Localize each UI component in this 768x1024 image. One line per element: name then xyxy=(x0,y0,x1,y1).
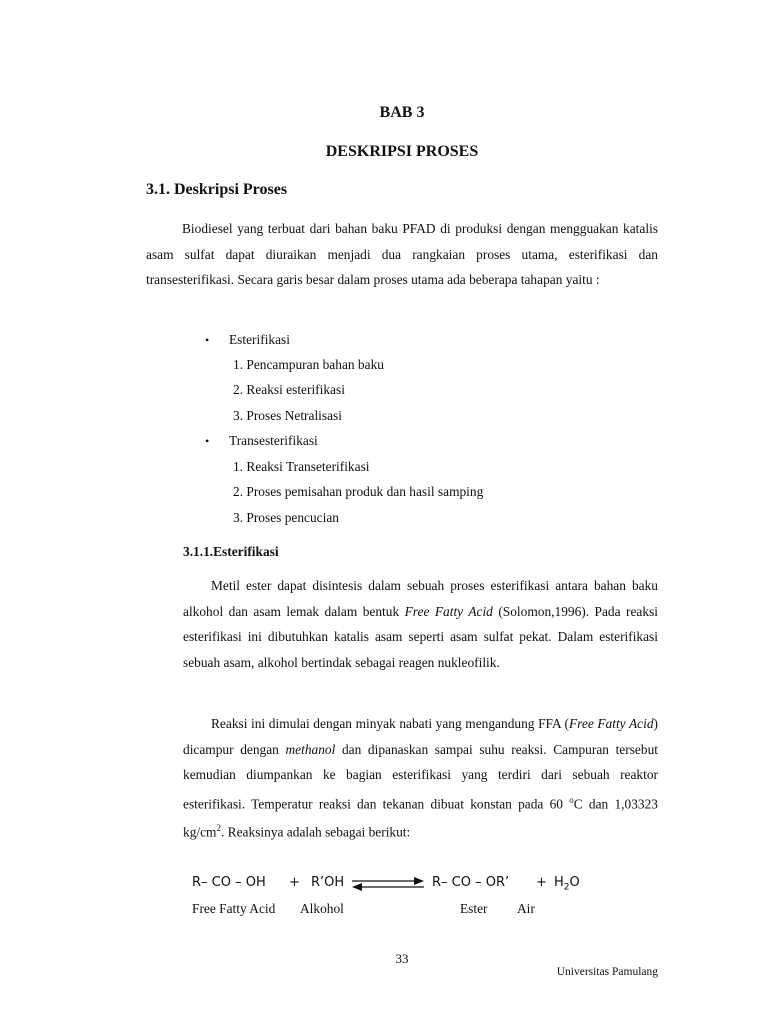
list-subitem: 3. Proses Netralisasi xyxy=(233,408,342,423)
product-ester: R– CO – OR’ xyxy=(432,875,510,890)
plus-sign: + xyxy=(536,875,547,890)
label-free-fatty-acid: Free Fatty Acid xyxy=(192,901,276,916)
list-subitem: 1. Reaksi Transeterifikasi xyxy=(233,459,370,474)
list-item-label: Transesterifikasi xyxy=(229,433,318,448)
reactant-ffa: R– CO – OH xyxy=(192,875,266,890)
product-water: $H_2O$ xyxy=(554,875,580,893)
label-ester: Ester xyxy=(460,901,488,916)
list-item-label: Esterifikasi xyxy=(229,332,290,347)
intro-paragraph: Biodiesel yang terbuat dari bahan baku PFAD di produksi dengan mengguakan katalis asam sulfat dapat diuraikan menjadi dua rangkaian proses utama, esterifikasi dan transesterifikasi. Secara garis besar dalam proses utama ada beberapa tahapan yaitu : xyxy=(146,221,658,287)
reactant-alcohol: R’OH xyxy=(311,875,345,890)
esterification-paragraph: Metil ester dapat disintesis dalam sebuah proses esterifikasi antara bahan baku alkohol dan asam lemak dalam bentuk Free Fatty Acid (Solomon,1996). Pada reaksi esterifikasi ini dibutuhkan katalis asam seperti asam sulfat pekat. Dalam esterifikasi sebuah asam, alkohol bertindak sebagai reagen nukleofilik. xyxy=(183,578,658,670)
chapter-title: DESKRIPSI PROSES xyxy=(325,143,479,160)
page-number: 33 xyxy=(395,951,409,966)
subsection-heading: 3.1.1.Esterifikasi xyxy=(183,544,279,559)
list-subitem: 3. Proses pencucian xyxy=(233,510,339,525)
list-subitem: 2. Proses pemisahan produk dan hasil samping xyxy=(233,484,484,499)
plus-sign: + xyxy=(289,875,300,890)
bullet-icon: • xyxy=(205,434,210,448)
label-alkohol: Alkohol xyxy=(300,901,344,916)
reaction-paragraph: Reaksi ini dimulai dengan minyak nabati yang mengandung FFA (Free Fatty Acid) dicampur dengan methanol dan dipanaskan sampai suhu reaksi. Campuran tersebut kemudian diumpankan ke bagian esterifikasi yang terdiri dari sebuah reaktor esterifikasi. Temperatur reaksi dan tekanan dibuat konstan pada 60 $^o$C dan 1,03323 $kg/cm^2$. Reaksinya adalah sebagai berikut: xyxy=(183,716,658,840)
list-subitem: 2. Reaksi esterifikasi xyxy=(233,382,345,397)
list-subitem: 1. Pencampuran bahan baku xyxy=(233,357,384,372)
section-heading: 3.1. Deskripsi Proses xyxy=(146,181,288,198)
bullet-icon: • xyxy=(205,333,210,347)
equilibrium-arrow-icon xyxy=(350,876,426,892)
label-air: Air xyxy=(517,901,535,916)
footer-institution: Universitas Pamulang xyxy=(556,966,658,978)
chapter-heading: BAB 3 xyxy=(379,104,425,121)
